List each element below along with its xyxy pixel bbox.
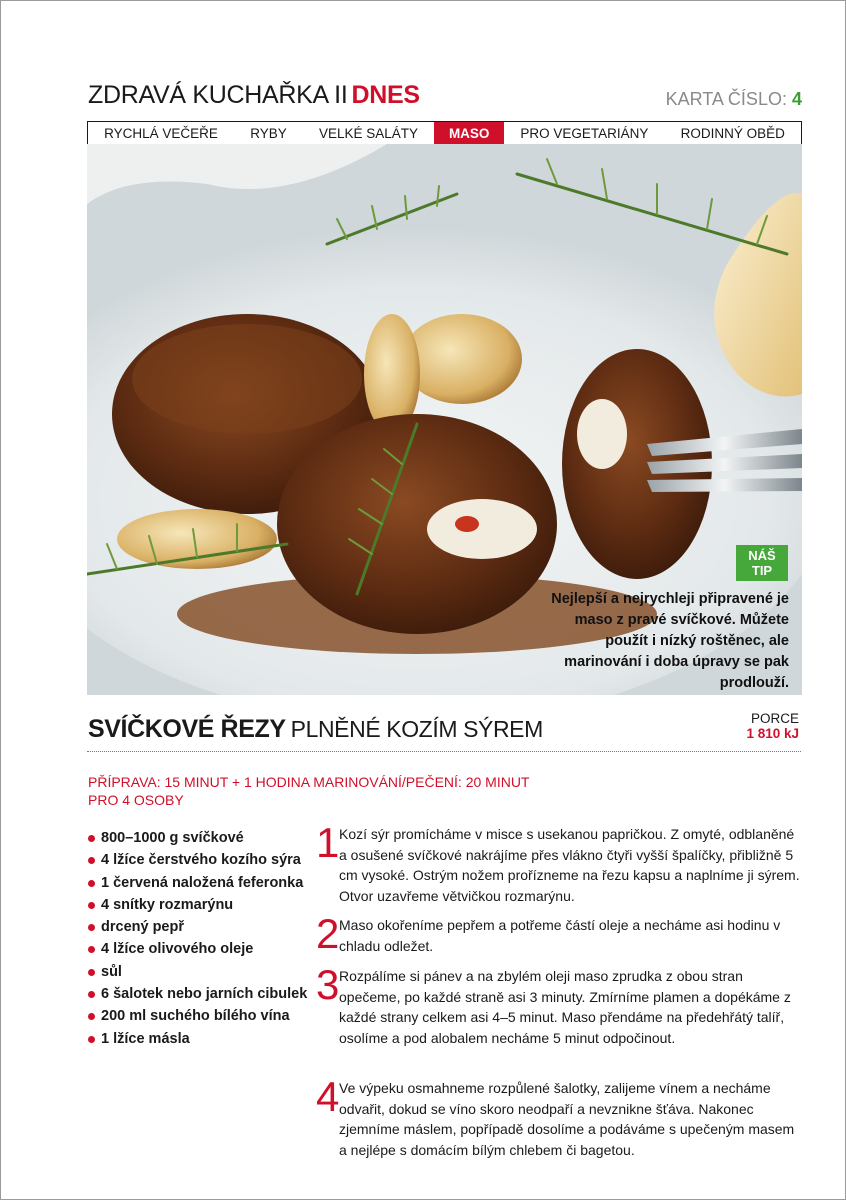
- ingredient-item: 200 ml suchého bílého vína: [88, 1005, 313, 1027]
- step-number: 3: [316, 961, 340, 1008]
- step-2: [316, 910, 802, 957]
- recipe-title: [88, 715, 543, 744]
- category-nav: [87, 121, 802, 145]
- ingredient-item: 4 lžíce olivového oleje: [88, 938, 313, 960]
- step-text: Kozí sýr promícháme v misce s usekanou papričkou. Z omyté, odblaněné a osušené svíčkové nakrájíme přes vlákno čtyři vyšší špalíčky, přibližně 5 cm vysoké. Ostrým nožem prořízneme na řezu kapsu a naplníme ji sýrem. Otvor uzavřeme větvičkou rozmarýnu.: [339, 826, 800, 904]
- nav-item-velke-salaty[interactable]: VELKÉ SALÁTY: [318, 125, 419, 141]
- step-4: [316, 1073, 802, 1160]
- ingredient-item: 1 červená naložená feferonka: [88, 872, 313, 894]
- step-number: 2: [316, 910, 340, 957]
- ingredients-list: [88, 827, 313, 1050]
- tip-text: Nejlepší a nejrychleji připravené je maso z pravé svíčkové. Můžete použít i nízký roštěnec, ale marinování i doba úpravy se pak prodlouží.: [551, 591, 789, 691]
- recipe-title-main: SVÍČKOVÉ ŘEZY: [88, 715, 286, 743]
- step-text: Rozpálíme si pánev a na zbylém oleji maso zprudka z obou stran opečeme, po každé straně asi 3 minuty. Zmírníme plamen a dopékáme z každé strany celkem asi 4–5 minut. Maso přendáme na předehřátý talíř, osolíme a pod alobalem necháme 5 minut odpočinout.: [339, 968, 791, 1046]
- series-title: ZDRAVÁ KUCHAŘKA II: [88, 81, 348, 109]
- ingredient-item: 800–1000 g svíčkové: [88, 827, 313, 849]
- tip-badge-line2: TIP: [751, 563, 773, 578]
- nav-item-ryby[interactable]: RYBY: [250, 125, 287, 141]
- magazine-title: [88, 81, 420, 110]
- preparation-info: [88, 773, 530, 809]
- nav-item-rychla-vecere[interactable]: RYCHLÁ VEČEŘE: [104, 125, 218, 141]
- ingredient-item: 4 lžíce čerstvého kozího sýra: [88, 849, 313, 871]
- nav-item-pro-vegetariany[interactable]: PRO VEGETARIÁNY: [520, 125, 649, 141]
- tip-badge-line1: NÁŠ: [748, 548, 776, 563]
- step-text: Ve výpeku osmahneme rozpůlené šalotky, zalijeme vínem a necháme odvařit, dokud se víno skoro neodpaří a nevznikne šťáva. Nakonec zjemníme máslem, popřípadě dosolíme a podáváme s upečeným masem a nejlépe s domácím bílým chlebem či bagetou.: [339, 1080, 795, 1158]
- step-1: [316, 819, 802, 906]
- portion-energy: 1 810 kJ: [746, 726, 799, 741]
- ingredient-item: 4 snítky rozmarýnu: [88, 894, 313, 916]
- recipe-title-sub: PLNĚNÉ KOZÍM SÝREM: [290, 716, 543, 742]
- step-3: [316, 961, 802, 1048]
- nav-item-maso[interactable]: MASO: [434, 122, 504, 144]
- nav-item-rodinny-obed[interactable]: RODINNÝ OBĚD: [680, 125, 785, 141]
- portion-label: PORCE: [750, 711, 799, 726]
- card-number-value: 4: [791, 89, 802, 109]
- card-number-label: KARTA ČÍSLO:: [665, 89, 787, 109]
- step-number: 1: [316, 819, 340, 866]
- brand-logo: DNES: [351, 81, 420, 109]
- dotted-divider: [87, 751, 801, 752]
- card-number: [666, 89, 802, 110]
- portion-info: [746, 711, 799, 741]
- prep-servings: PRO 4 OSOBY: [88, 792, 184, 808]
- step-text: Maso okořeníme pepřem a potřeme částí oleje a necháme asi hodinu v chladu odležet.: [339, 917, 781, 954]
- ingredient-item: drcený pepř: [88, 916, 313, 938]
- ingredient-item: sůl: [88, 961, 313, 983]
- prep-time: PŘÍPRAVA: 15 MINUT + 1 HODINA MARINOVÁNÍ/PEČENÍ: 20 MINUT: [88, 774, 530, 790]
- step-number: 4: [316, 1073, 340, 1120]
- ingredient-item: 1 lžíce másla: [88, 1028, 313, 1050]
- ingredient-item: 6 šalotek nebo jarních cibulek: [88, 983, 313, 1005]
- our-tip-badge: [736, 545, 788, 581]
